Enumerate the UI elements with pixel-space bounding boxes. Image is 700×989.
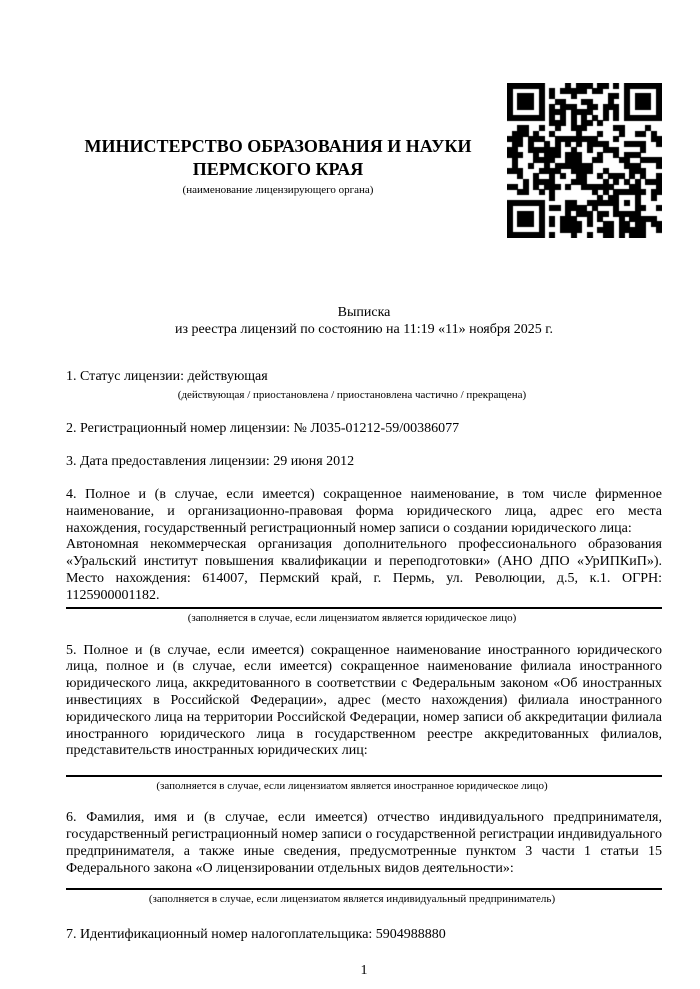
item-5-foreign-entity — [66, 643, 662, 794]
item-6-individual-entrepreneur — [66, 810, 662, 906]
item-2-registration-number: 2. Регистрационный номер лицензии: № Л035-01212-59/00386077 — [66, 421, 460, 437]
ministry-name-line1: МИНИСТЕРСТВО ОБРАЗОВАНИЯ И НАУКИ — [84, 136, 472, 156]
document-header — [66, 0, 662, 238]
qr-code-icon — [507, 83, 662, 238]
item-4-fill-line — [66, 607, 662, 609]
item-1-license-status — [66, 369, 662, 403]
item-6-question: 6. Фамилия, имя и (в случае, если имеется) отчество индивидуального предпринимателя, государственный регистрационный номер записи о государственной регистрации индивидуального предпринимателя, а также иные сведения, предусмотренные пунктом 3 части 1 статьи 15 Федерального закона «О лицензировании отдельных видов деятельности»: — [66, 810, 662, 876]
ministry-caption: (наименование лицензирующего органа) — [182, 184, 374, 196]
document-title — [66, 305, 662, 339]
item-5-fill-line — [66, 775, 662, 777]
page-number: 1 — [360, 963, 368, 979]
item-7-taxpayer-id: 7. Идентификационный номер налогоплательщика: 5904988880 — [66, 927, 446, 943]
item-4-question: 4. Полное и (в случае, если имеется) сокращенное наименование, в том числе фирменное наименование, и организационно-правовая форма юридического лица, адрес его места нахождения, государственный регистрационный номер записи о создании юридического лица: — [66, 486, 662, 536]
document-title-line1: Выписка — [337, 305, 391, 320]
licensing-authority-block — [66, 83, 490, 197]
item-1-caption: (действующая / приостановлена / приостановлена частично / прекращена) — [177, 389, 527, 402]
item-3-grant-date: 3. Дата предоставления лицензии: 29 июня 2012 — [66, 454, 355, 470]
item-1-text: 1. Статус лицензии: действующая — [66, 368, 268, 384]
item-4-caption: (заполняется в случае, если лицензиатом является юридическое лицо) — [187, 611, 517, 624]
item-4-legal-entity — [66, 487, 662, 625]
item-6-fill-line — [66, 888, 662, 890]
document-title-line2: из реестра лицензий по состоянию на 11:19 «11» ноября 2025 г. — [175, 321, 553, 337]
item-5-caption: (заполняется в случае, если лицензиатом является иностранное юридическое лицо) — [156, 780, 548, 793]
ministry-name-line2: ПЕРМСКОГО КРАЯ — [192, 159, 364, 179]
item-5-question: 5. Полное и (в случае, если имеется) сокращенное наименование иностранного юридического лица, полное и (в случае, если имеется) сокращенное наименование филиала иностранного юридического лица, аккредитованного в соответствии с Федеральным законом «Об иностранных инвестициях в Российской Федерации», адрес (место нахождения) филиала иностранного юридического лица на территории Российской Федерации, номер записи об аккредитации филиала иностранного юридического лица в государственном реестре аккредитованных филиалов, представительств иностранных юридических лиц: — [66, 642, 662, 759]
item-6-caption: (заполняется в случае, если лицензиатом является индивидуальный предприниматель) — [148, 893, 556, 906]
item-4-answer: Автономная некоммерческая организация дополнительного профессионального образования «Уральский институт повышения квалификации и переподготовки» (АНО ДПО «УрИПКиП»). Место нахождения: 614007, Пермский край, г. Пермь, ул. Революции, д.5, к.1. ОГРН: 1125900001182. — [66, 537, 662, 603]
